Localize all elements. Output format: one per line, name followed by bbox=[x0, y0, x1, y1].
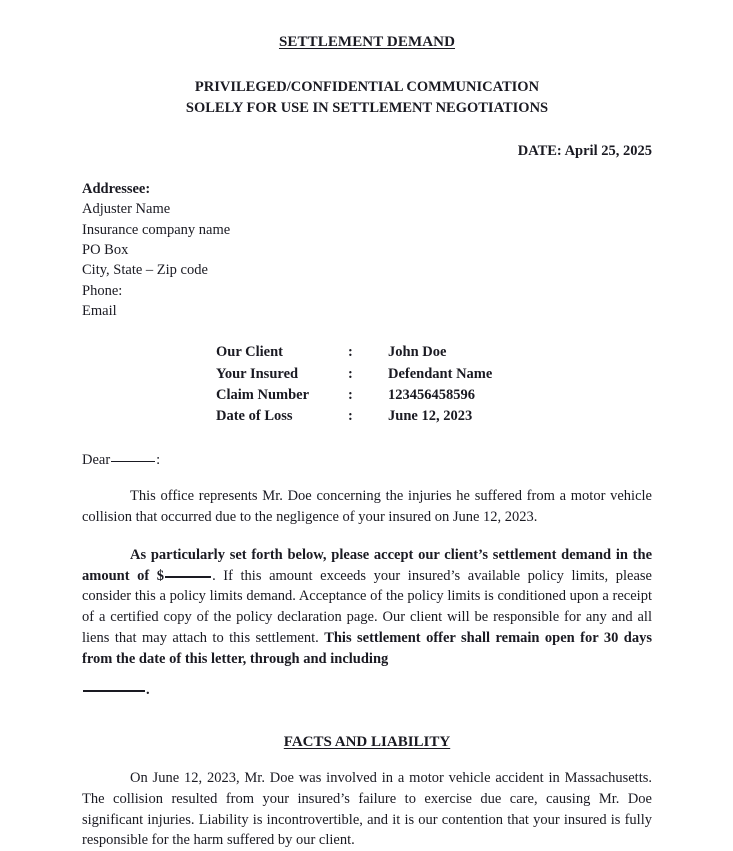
confidentiality-line-1: PRIVILEGED/CONFIDENTIAL COMMUNICATION bbox=[194, 79, 540, 95]
demand-expiration-date-line bbox=[82, 682, 652, 699]
case-detail-label: Our Client bbox=[216, 344, 283, 361]
facts-section-heading-text: FACTS AND LIABILITY bbox=[283, 734, 451, 751]
case-detail-separator: : bbox=[348, 344, 353, 361]
demand-closing-period: . bbox=[146, 682, 150, 699]
case-detail-separator: : bbox=[348, 386, 353, 403]
addressee-line: City, State – Zip code bbox=[82, 262, 208, 279]
case-detail-label: Your Insured bbox=[216, 365, 299, 382]
case-detail-value: 123456458596 bbox=[388, 386, 475, 403]
case-detail-value: Defendant Name bbox=[388, 365, 493, 382]
addressee-line: Insurance company name bbox=[82, 221, 231, 238]
addressee-line: Adjuster Name bbox=[82, 201, 171, 218]
demand-regular-text: . If this amount exceeds your insured’s available policy limits, please consider this a policy limits demand. Acceptance of the policy limits is conditioned upon a receipt of a certified copy of the policy declaration page. Our client will be responsible for any and all liens that may attach to this settlement. bbox=[82, 567, 652, 646]
facts-section-heading bbox=[82, 734, 652, 751]
document-content bbox=[82, 0, 652, 851]
addressee-heading: Addressee: bbox=[82, 181, 151, 198]
case-detail-label: Claim Number bbox=[216, 386, 310, 403]
salutation-prefix: Dear bbox=[82, 452, 111, 469]
body-paragraph-1: This office represents Mr. Doe concerning the injuries he suffered from a motor vehicle collision that occurred due to the negligence of your insured on June 12, 2023. bbox=[82, 488, 652, 526]
case-detail-separator: : bbox=[348, 365, 353, 382]
demand-amount-blank bbox=[165, 576, 211, 578]
case-detail-label: Date of Loss bbox=[216, 408, 293, 425]
case-detail-value: June 12, 2023 bbox=[388, 408, 473, 425]
table-row bbox=[216, 343, 492, 364]
addressee-line: PO Box bbox=[82, 242, 129, 259]
body-paragraph-2 bbox=[82, 545, 652, 669]
addressee-line: Phone: bbox=[82, 282, 123, 299]
table-row bbox=[216, 365, 492, 386]
case-detail-value: John Doe bbox=[388, 344, 447, 361]
salutation-blank bbox=[111, 461, 155, 462]
addressee-line: Email bbox=[82, 302, 117, 319]
document-title bbox=[82, 34, 652, 51]
demand-expiration-blank bbox=[83, 690, 145, 692]
table-row bbox=[216, 407, 492, 428]
demand-bold-tail: This settlement offer shall remain open for 30 days from the date of this letter, through and including bbox=[82, 629, 652, 667]
case-detail-separator: : bbox=[348, 408, 353, 425]
case-details-table bbox=[216, 343, 492, 428]
addressee-block bbox=[82, 179, 652, 321]
letter-date: DATE: April 25, 2025 bbox=[517, 143, 652, 160]
facts-paragraph: On June 12, 2023, Mr. Doe was involved in a motor vehicle accident in Massachusetts. The collision resulted from your insured’s failure to exercise due care, causing Mr. Doe significant injuries. Liability is incontrovertible, and it is our contention that your insured is fully responsible for the harm suffered by our client. bbox=[82, 770, 652, 849]
salutation-line bbox=[82, 452, 652, 469]
salutation-suffix: : bbox=[156, 452, 161, 469]
table-row bbox=[216, 386, 492, 407]
confidentiality-notice bbox=[82, 77, 652, 118]
confidentiality-line-2: SOLELY FOR USE IN SETTLEMENT NEGOTIATIONS bbox=[185, 99, 549, 116]
document-title-text: SETTLEMENT DEMAND bbox=[278, 34, 456, 50]
demand-bold-lead: As particularly set forth below, please accept our client’s settlement demand in the amount of $ bbox=[82, 546, 652, 584]
